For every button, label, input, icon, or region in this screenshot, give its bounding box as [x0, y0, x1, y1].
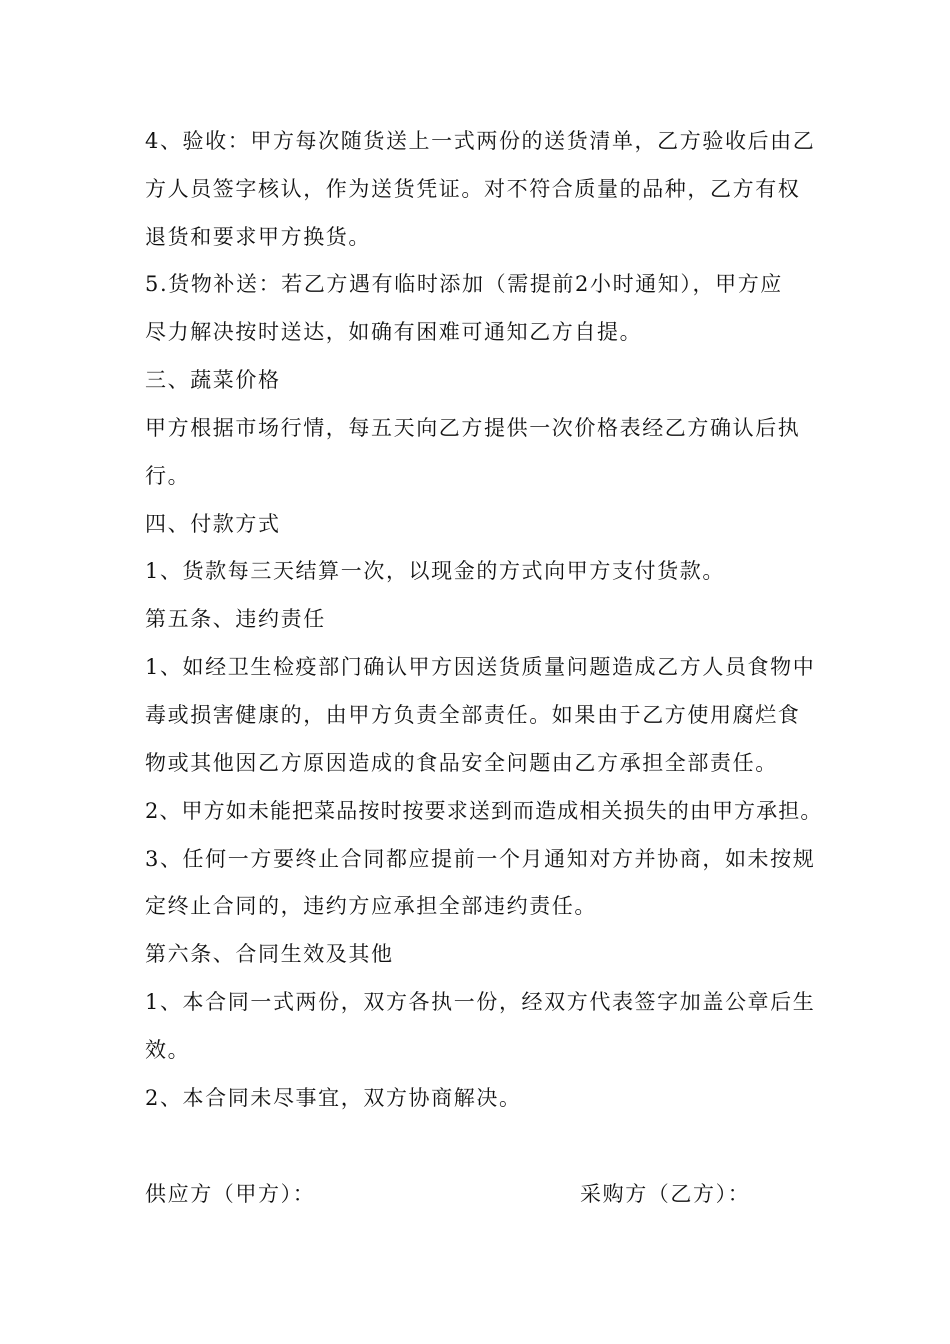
acceptance-clause-line-1: 4、验收：甲方每次随货送上一式两份的送货清单，乙方验收后由乙 — [145, 129, 816, 153]
supplement-clause-line-2: 尽力解决按时送达，如确有困难可通知乙方自提。 — [145, 320, 643, 344]
article-five-heading: 第五条、违约责任 — [145, 607, 326, 631]
effect-clause-2-line: 2、本合同未尽事宜，双方协商解决。 — [145, 1086, 522, 1110]
price-clause-line-1: 甲方根据市场行情，每五天向乙方提供一次价格表经乙方确认后执 — [145, 416, 801, 440]
acceptance-clause-line-2: 方人员签字核认，作为送货凭证。对不符合质量的品种，乙方有权 — [145, 177, 801, 201]
price-clause-line-2: 行。 — [145, 464, 191, 488]
article-six-heading: 第六条、合同生效及其他 — [145, 942, 394, 966]
liability-clause-2-line: 2、甲方如未能把菜品按时按要求送到而造成相关损失的由甲方承担。 — [145, 799, 823, 823]
liability-clause-1-line-2: 毒或损害健康的，由甲方负责全部责任。如果由于乙方使用腐烂食 — [145, 703, 801, 727]
liability-clause-3-line-2: 定终止合同的，违约方应承担全部违约责任。 — [145, 894, 597, 918]
effect-clause-1-line-2: 效。 — [145, 1038, 191, 1062]
liability-clause-1-line-1: 1、如经卫生检疫部门确认甲方因送货质量问题造成乙方人员食物中 — [145, 655, 816, 679]
supplement-clause-line-1: 5.货物补送：若乙方遇有临时添加（需提前2小时通知），甲方应 — [145, 272, 783, 296]
purchaser-signature-label: 采购方（乙方）： — [580, 1182, 751, 1206]
supplier-signature-label: 供应方（甲方）： — [145, 1182, 316, 1206]
liability-clause-3-line-1: 3、任何一方要终止合同都应提前一个月通知对方并协商，如未按规 — [145, 847, 816, 871]
acceptance-clause-line-3: 退货和要求甲方换货。 — [145, 225, 371, 249]
section-heading-payment: 四、付款方式 — [145, 512, 281, 536]
liability-clause-1-line-3: 物或其他因乙方原因造成的食品安全问题由乙方承担全部责任。 — [145, 751, 778, 775]
section-heading-price: 三、蔬菜价格 — [145, 368, 281, 392]
payment-clause-line: 1、货款每三天结算一次，以现金的方式向甲方支付货款。 — [145, 559, 725, 583]
effect-clause-1-line-1: 1、本合同一式两份，双方各执一份，经双方代表签字加盖公章后生 — [145, 990, 816, 1014]
